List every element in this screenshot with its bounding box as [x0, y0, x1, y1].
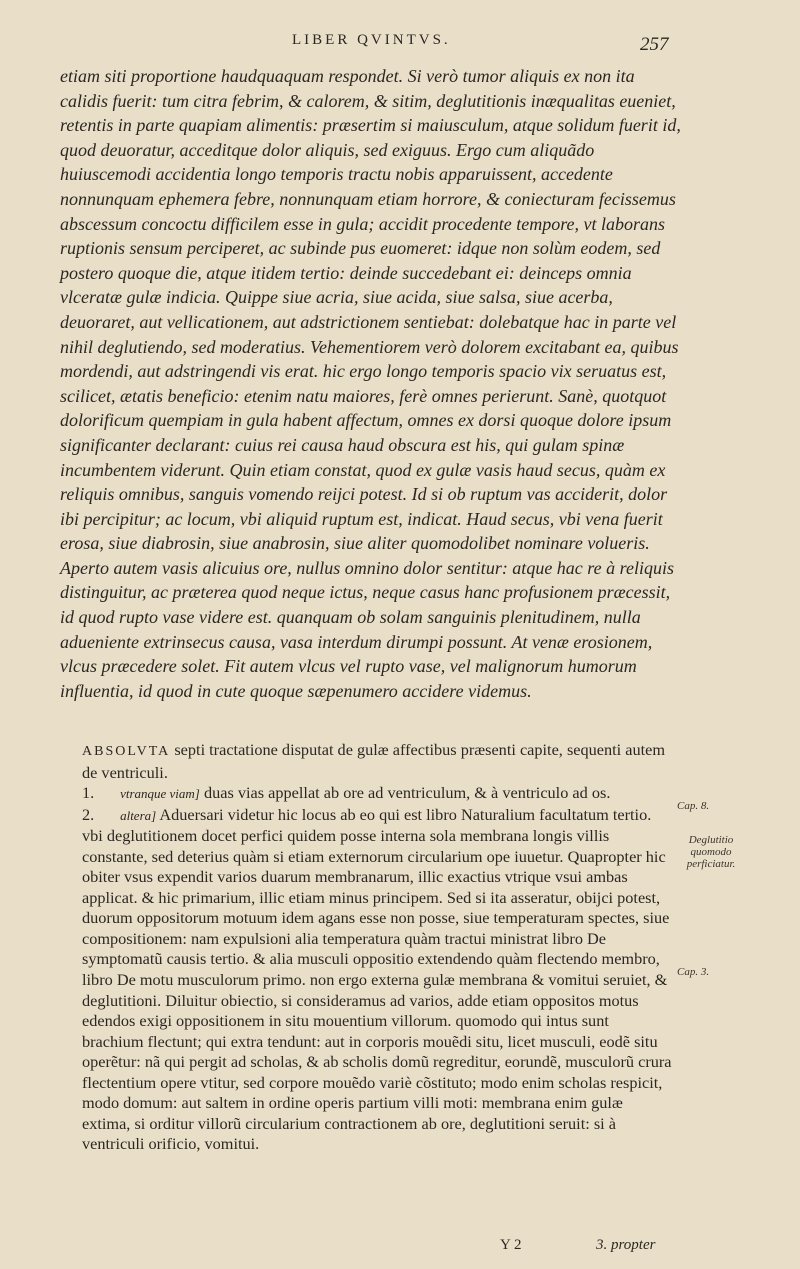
- commentary-intro: [82, 740, 672, 783]
- margin-gloss-line: Deglutitio: [688, 834, 734, 846]
- page-header: [0, 32, 800, 56]
- margin-gloss-line: perficiatur.: [686, 858, 736, 870]
- margin-gloss: [680, 834, 742, 870]
- catchword: 3. propter: [596, 1237, 656, 1253]
- margin-reference: Cap. 8.: [677, 800, 710, 812]
- note-text: duas vias appellat ab ore ad ventriculum, & à ventriculo ad os.: [203, 783, 611, 803]
- commentary-note: [82, 783, 672, 805]
- galen-text-block: [60, 64, 682, 703]
- commentary-lead-text: septi tractatione disputat de gulæ affectibus præsenti capite, sequenti autem de ventriculi.: [82, 740, 666, 782]
- note-lemma: altera]: [120, 807, 157, 823]
- running-title: LIBER QVINTVS.: [292, 32, 451, 48]
- signature-mark: Y 2: [500, 1237, 522, 1253]
- commentary-note: [82, 805, 672, 1155]
- margin-reference: Cap. 3.: [677, 966, 710, 978]
- note-number: 1.: [82, 783, 95, 803]
- margin-gloss-line: quomodo: [690, 846, 732, 858]
- note-number: 2.: [82, 804, 95, 824]
- galen-text-paragraph: etiam siti proportione haudquaquam respondet. Si verò tumor aliquis ex non ita calidis fuerit: tum citra febrim, & calorem, & sitim, deglutitionis inæqualitas eueniet, retentis in parte quapiam alimentis: præsertim si maiusculum, atque solidum fuerit id, quod deuoratur, acceditque dolor aliquis, sed exiguus. Ergo cum aliquãdo huiuscemodi accidentia longo temporis tractu nobis apparuissent, accedente nonnunquam ephemera febre, nonnunquam etiam horrore, & coniecturam fecissemus abscessum concoctu difficilem esse in gula; accidit procedente tempore, vt laborans ruptionis sensum perciperet, ac subinde pus euomeret: idque non solùm eodem, sed postero quoque die, atque itidem tertio: deinde succedebant ei: deinceps omnia vlceratæ gulæ indicia. Quippe siue acria, siue acida, siue salsa, siue acerba, deuoraret, aut vellicationem, aut adstrictionem sentiebat: dolebatque hac in parte vel nihil deglutiendo, sed moderatius. Vehementiorem verò dolorem excitabant ea, quibus mordendi, aut adstringendi vis erat. hic ergo longo temporis spacio vix seruatus est, scilicet, ætatis beneficio: etenim natu maiores, ferè omnes perierunt. Sanè, quotquot dolorificum quempiam in gula habent affectum, omnes ex dorsi quoque dolore ipsum significanter declarant: cuius rei causa haud obscura est his, qui gulam spinæ incumbentem viderunt. Quin etiam constat, quod ex gulæ vasis haud secus, quàm ex reliquis omnibus, sanguis vomendo reijci potest. Id si ob ruptum vas acciderit, dolor ibi percipitur; ac locum, vbi aliquid ruptum est, indicat. Haud secus, vbi vena fuerit erosa, siue diabrosin, siue anabrosin, siue aliter quomodolibet nominare volueris. Aperto autem vasis alicuius ore, nullus omnino dolor sentitur: atque hac re à reliquis distinguitur, ac præterea quod neque ictus, neque casus hanc profusionem præcessit, id quod rupto vase videre est. quanquam ob solam sanguinis plenitudinem, nulla adueniente extrinsecus causa, vasa interdum dirumpi possunt. At venæ erosionem, vlcus præcedere solet. Fit autem vlcus vel rupto vase, vel malignorum humorum influentia, id quod in cute quoque sæpenumero accidere videmus.: [60, 66, 681, 701]
- note-text: Aduersari videtur hic locus ab eo qui est libro Naturalium facultatum tertio. vbi deglutitionem docet perfici quidem posse interna sola membrana longis villis constante, sed deterius quàm si etiam externorum circularium ope iuuetur. Quapropter hic obiter vsus expendit varios duarum membranarum, illic exactius vtrique vsui ambas applicat. & hic primarium, illic etiam minus principem. Sed si ita asseratur, obijci potest, duorum oppositorum motuum idem agans esse non posse, siue temperaturam spectes, siue compositionem: nam expulsioni alia temperatura quàm tractui ministrat libro De symptomatũ causis tertio. & alia musculi oppositio extendendo quàm flectendo membro, libro De motu musculorum primo. non ergo externa gulæ membrana & vomitui seruiet, & deglutitioni. Diluitur obiectio, si consideramus ad varios, adde etiam oppositos motus edendos exigi oppositionem in situ mouentium villorum. quomodo qui intus sunt brachium flectunt; qui extra tendunt: aut in corporis mouẽdi situ, licet musculi, eodẽ situ operẽtur: nã qui pergit ad scholas, & ab scholis domũ regreditur, eorundẽ, musculorũ crura flectentium opere vtitur, sed corpore mouẽdo variè cõstituto; modo enim scholas respicit, modo domum: aut saltem in ordine operis partium villi moti: membrana enim gulæ extima, si orditur villorũ circularium contractionem ab ore, deglutitioni seruit: si à ventriculi orificio, vomitui.: [82, 804, 672, 1154]
- commentary-block: [82, 740, 672, 1155]
- commentary-lead-word: ABSOLVTA: [82, 744, 171, 759]
- page-number: 257: [640, 34, 669, 55]
- note-lemma: vtranque viam]: [120, 786, 200, 802]
